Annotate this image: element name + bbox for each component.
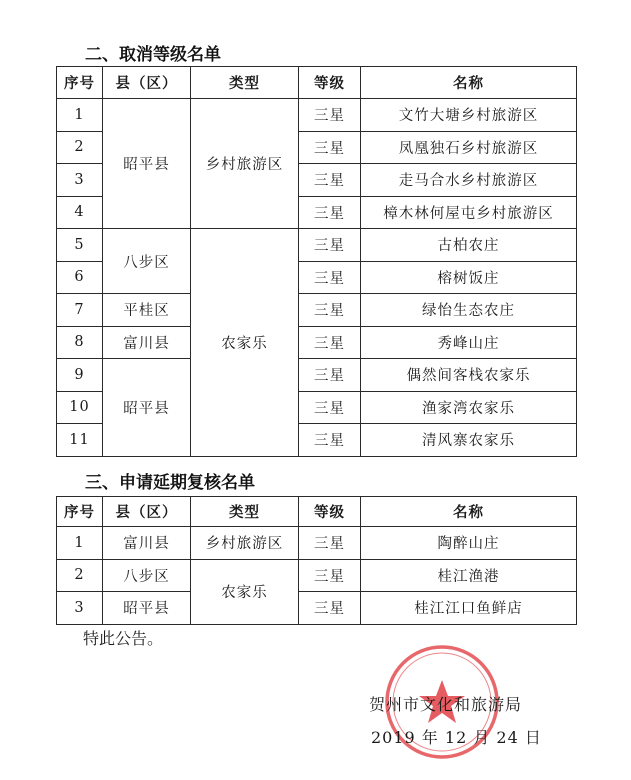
cell-grade: 三星 <box>299 592 361 625</box>
cell-grade: 三星 <box>299 559 361 592</box>
cell-no: 2 <box>57 559 103 592</box>
header-name: 名称 <box>361 67 577 99</box>
cell-name: 秀峰山庄 <box>361 326 577 359</box>
table-row <box>57 592 577 625</box>
cell-name: 文竹大塘乡村旅游区 <box>361 99 577 132</box>
table-row <box>57 294 577 327</box>
cell-no: 11 <box>57 424 103 457</box>
table-row <box>57 326 577 359</box>
table-row <box>57 99 577 132</box>
cell-name: 樟木林何屋屯乡村旅游区 <box>361 196 577 229</box>
cell-name: 古柏农庄 <box>361 229 577 262</box>
section2-title: 二、取消等级名单 <box>85 45 221 65</box>
header-name: 名称 <box>361 497 577 527</box>
cell-county: 富川县 <box>103 527 191 560</box>
cell-name: 桂江江口鱼鲜店 <box>361 592 577 625</box>
cell-county: 八步区 <box>103 229 191 294</box>
table-header-row <box>57 497 577 527</box>
header-no: 序号 <box>57 67 103 99</box>
cell-no: 10 <box>57 391 103 424</box>
cell-county: 平桂区 <box>103 294 191 327</box>
cell-no: 1 <box>57 527 103 560</box>
table-header-row <box>57 67 577 99</box>
cell-no: 9 <box>57 359 103 392</box>
cell-grade: 三星 <box>299 229 361 262</box>
cell-grade: 三星 <box>299 527 361 560</box>
cell-county: 昭平县 <box>103 99 191 229</box>
cell-grade: 三星 <box>299 294 361 327</box>
table-row <box>57 559 577 592</box>
cell-no: 3 <box>57 164 103 197</box>
cell-grade: 三星 <box>299 261 361 294</box>
cell-name: 陶醉山庄 <box>361 527 577 560</box>
cell-name: 绿怡生态农庄 <box>361 294 577 327</box>
cell-type: 农家乐 <box>191 559 299 624</box>
header-no: 序号 <box>57 497 103 527</box>
cell-county: 八步区 <box>103 559 191 592</box>
cell-grade: 三星 <box>299 359 361 392</box>
cell-grade: 三星 <box>299 164 361 197</box>
cell-grade: 三星 <box>299 326 361 359</box>
header-county: 县（区） <box>103 497 191 527</box>
cell-name: 偶然间客栈农家乐 <box>361 359 577 392</box>
cell-no: 3 <box>57 592 103 625</box>
extension-review-table <box>56 496 577 625</box>
signature-organization: 贺州市文化和旅游局 <box>369 695 523 714</box>
cell-county: 昭平县 <box>103 359 191 457</box>
cell-county: 昭平县 <box>103 592 191 625</box>
cell-name: 榕树饭庄 <box>361 261 577 294</box>
signature-date: 2019 年 12 月 24 日 <box>371 728 542 747</box>
cell-name: 渔家湾农家乐 <box>361 391 577 424</box>
header-grade: 等级 <box>299 67 361 99</box>
cell-name: 凤凰独石乡村旅游区 <box>361 131 577 164</box>
cell-grade: 三星 <box>299 99 361 132</box>
cell-no: 7 <box>57 294 103 327</box>
cell-grade: 三星 <box>299 196 361 229</box>
cancel-grade-table <box>56 66 577 457</box>
cell-no: 4 <box>57 196 103 229</box>
cell-type: 农家乐 <box>191 229 299 457</box>
cell-type: 乡村旅游区 <box>191 99 299 229</box>
table-row <box>57 359 577 392</box>
cell-grade: 三星 <box>299 391 361 424</box>
table-row <box>57 527 577 560</box>
cell-grade: 三星 <box>299 424 361 457</box>
cell-grade: 三星 <box>299 131 361 164</box>
header-type: 类型 <box>191 497 299 527</box>
cell-no: 5 <box>57 229 103 262</box>
header-type: 类型 <box>191 67 299 99</box>
cell-name: 走马合水乡村旅游区 <box>361 164 577 197</box>
cell-name: 桂江渔港 <box>361 559 577 592</box>
cell-county: 富川县 <box>103 326 191 359</box>
cell-name: 清风寨农家乐 <box>361 424 577 457</box>
closing-text: 特此公告。 <box>83 629 164 648</box>
cell-no: 6 <box>57 261 103 294</box>
header-county: 县（区） <box>103 67 191 99</box>
table-row <box>57 229 577 262</box>
cell-no: 2 <box>57 131 103 164</box>
cell-no: 1 <box>57 99 103 132</box>
cell-type: 乡村旅游区 <box>191 527 299 560</box>
header-grade: 等级 <box>299 497 361 527</box>
section3-title: 三、申请延期复核名单 <box>85 473 255 493</box>
cell-no: 8 <box>57 326 103 359</box>
